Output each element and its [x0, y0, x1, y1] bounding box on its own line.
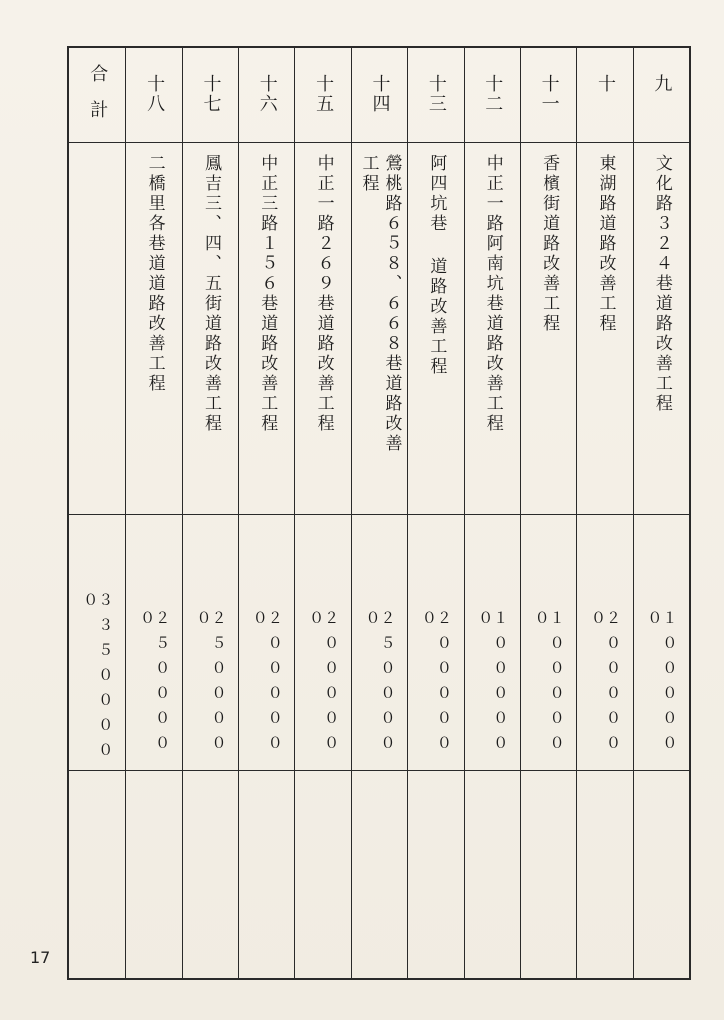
note-cell: [352, 774, 407, 978]
project-name: 香檳街道路改善工程: [539, 154, 560, 334]
total-row: [69, 48, 125, 978]
project-name-line-1: 鶯桃路６５８、６６８巷道路改善: [381, 154, 402, 454]
item-number: 十七: [200, 74, 222, 114]
amount-note-divider: [67, 770, 691, 771]
table-row: [238, 48, 294, 978]
table-row: [294, 48, 350, 978]
project-name: [360, 154, 400, 454]
table-row: [351, 48, 407, 978]
item-number: 十六: [256, 74, 278, 114]
total-name-cell: [69, 146, 125, 516]
project-name: 阿四坑巷 道路改善工程: [426, 154, 447, 377]
item-number: 十二: [482, 74, 504, 114]
table-row: [464, 48, 520, 978]
name-amount-divider: [67, 514, 691, 515]
note-cell: [634, 774, 689, 978]
total-label: 合計: [87, 64, 109, 136]
project-amount: １００００００: [532, 610, 566, 760]
item-number: 十: [594, 74, 616, 94]
project-amount: １００００００: [476, 610, 510, 760]
project-amount: ２５０００００: [194, 610, 228, 760]
table-row: [520, 48, 576, 978]
total-amount: ３３５０００００: [81, 592, 115, 767]
note-cell: [577, 774, 632, 978]
note-cell: [239, 774, 294, 978]
note-cell: [465, 774, 520, 978]
note-cell: [295, 774, 350, 978]
note-cell: [183, 774, 238, 978]
project-name: 東湖路道路改善工程: [595, 154, 616, 334]
item-number: 十三: [425, 74, 447, 114]
project-name: 中正三路１５６巷道路改善工程: [257, 154, 278, 434]
note-cell: [521, 774, 576, 978]
project-name-line-2: 工程: [358, 154, 379, 194]
note-cell: [408, 774, 463, 978]
table-row: [125, 48, 181, 978]
table-row: [576, 48, 632, 978]
item-number: 十一: [538, 74, 560, 114]
item-number: 十八: [144, 74, 166, 114]
table-row: [633, 48, 689, 978]
project-amount: １００００００: [645, 610, 679, 760]
budget-table: [67, 46, 691, 980]
note-cell: [126, 774, 181, 978]
page-number: 17: [30, 948, 51, 967]
project-amount: ２００００００: [307, 610, 341, 760]
table-row: [407, 48, 463, 978]
project-name: 二橋里各巷道道路改善工程: [144, 154, 165, 394]
item-number: 十五: [313, 74, 335, 114]
project-name: 鳳吉三、四、五街道路改善工程: [200, 154, 221, 434]
project-name: 文化路３２４巷道路改善工程: [651, 154, 672, 414]
project-amount: ２００００００: [250, 610, 284, 760]
project-amount: ２５０００００: [138, 610, 172, 760]
item-number: 九: [651, 74, 673, 94]
header-divider: [67, 142, 691, 143]
item-number: 十四: [369, 74, 391, 114]
table-row: [182, 48, 238, 978]
project-amount: ２５０００００: [363, 610, 397, 760]
project-name: 中正一路２６９巷道路改善工程: [313, 154, 334, 434]
project-amount: ２００００００: [588, 610, 622, 760]
project-name: 中正一路阿南坑巷道路改善工程: [482, 154, 503, 434]
project-amount: ２００００００: [419, 610, 453, 760]
note-cell: [69, 774, 125, 978]
